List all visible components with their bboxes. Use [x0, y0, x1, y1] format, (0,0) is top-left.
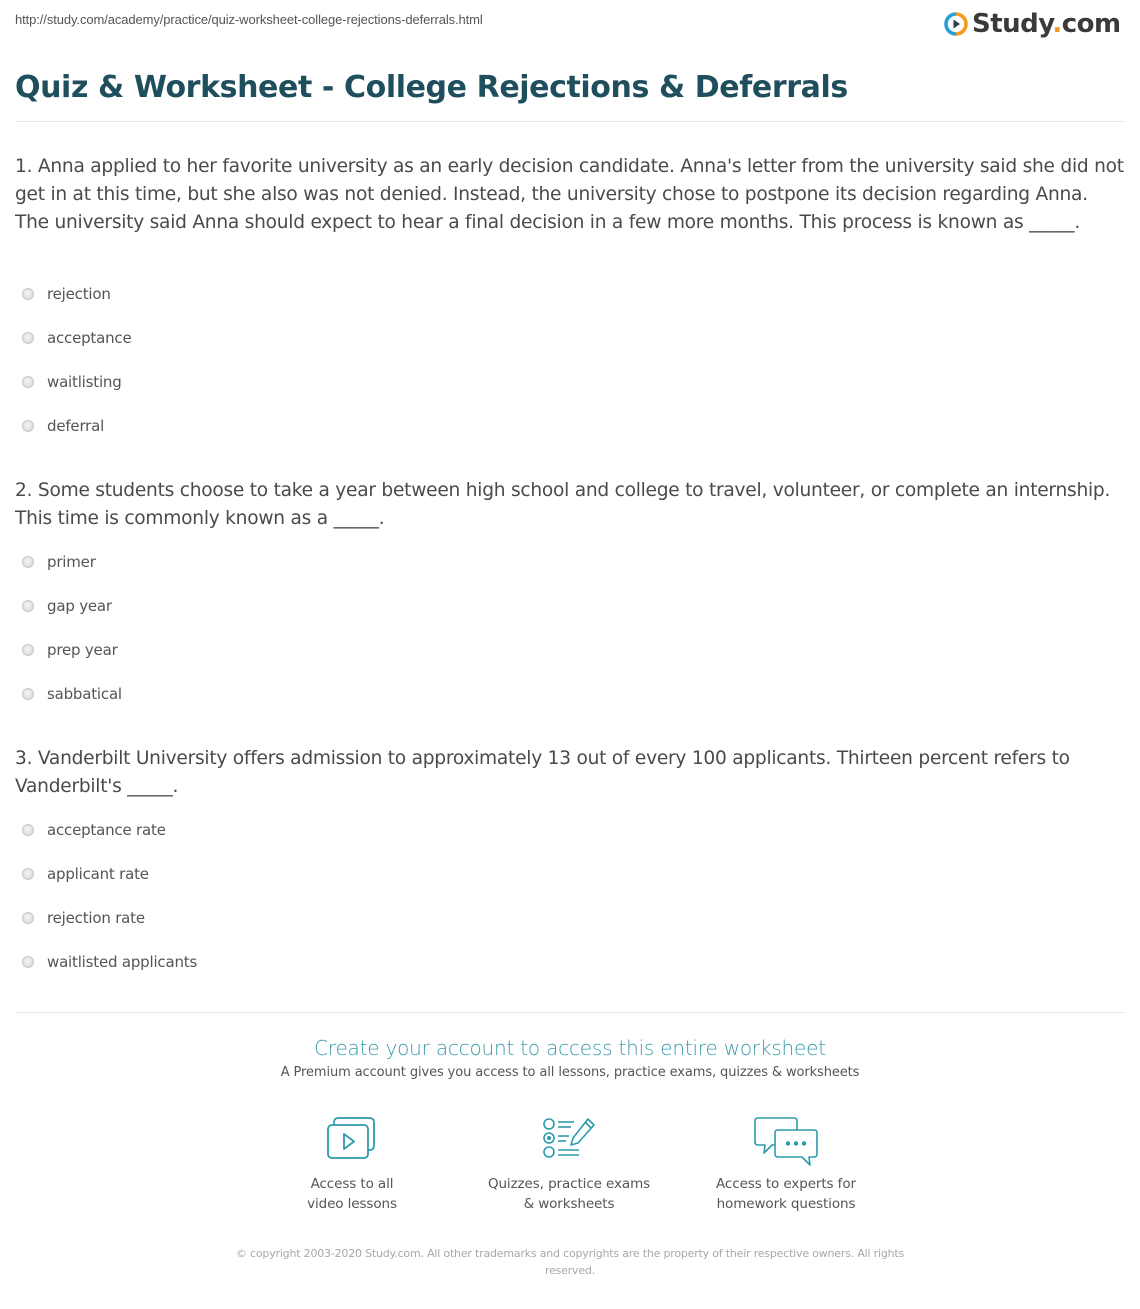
- radio-button[interactable]: [22, 644, 34, 656]
- cta-subtitle: A Premium account gives you access to all lessons, practice exams, quizzes & worksheets: [280, 1065, 860, 1080]
- feature-video-lessons: [252, 1116, 452, 1214]
- answer-option[interactable]: [22, 672, 122, 716]
- feature-experts: [686, 1116, 886, 1214]
- radio-button[interactable]: [22, 332, 34, 344]
- question-2-text: 2. Some students choose to take a year between high school and college to travel, volunteer, or complete an internship. This time is commonly known as a _____.: [15, 480, 1111, 529]
- radio-button[interactable]: [22, 288, 34, 300]
- answer-label: sabbatical: [47, 685, 122, 703]
- answer-option[interactable]: [22, 360, 132, 404]
- section-divider: [15, 1012, 1125, 1013]
- answer-option[interactable]: [22, 316, 132, 360]
- answer-label: acceptance: [47, 329, 132, 347]
- radio-button[interactable]: [22, 420, 34, 432]
- question-3-answers: [22, 808, 197, 984]
- study-logo[interactable]: [944, 6, 1121, 42]
- answer-label: gap year: [47, 597, 112, 615]
- answer-option[interactable]: [22, 896, 197, 940]
- chat-bubbles-icon: [754, 1116, 818, 1166]
- answer-label: rejection rate: [47, 909, 145, 927]
- answer-option[interactable]: [22, 852, 197, 896]
- radio-button[interactable]: [22, 688, 34, 700]
- page-url: http://study.com/academy/practice/quiz-worksheet-college-rejections-deferrals.html: [15, 12, 483, 27]
- question-3-text: 3. Vanderbilt University offers admission to approximately 13 out of every 100 applicants. Thirteen percent refers to Vanderbilt's _____.: [15, 748, 1070, 797]
- answer-label: acceptance rate: [47, 821, 166, 839]
- answer-option[interactable]: [22, 628, 122, 672]
- answer-label: primer: [47, 553, 96, 571]
- play-circle-logo-icon: [944, 12, 968, 36]
- answer-option[interactable]: [22, 404, 132, 448]
- answer-label: deferral: [47, 417, 105, 435]
- question-1-text: 1. Anna applied to her favorite university as an early decision candidate. Anna's letter from the university said she did not get in at this time, but she also was not denied. Instead, the university chose to postpone its decision regarding Anna. The university said Anna should expect to hear a final decision in a few more months. This process is known as _____.: [15, 156, 1124, 233]
- answer-label: waitlisting: [47, 373, 122, 391]
- answer-option[interactable]: [22, 272, 132, 316]
- page-title: Quiz & Worksheet - College Rejections & Deferrals: [15, 70, 848, 105]
- answer-option[interactable]: [22, 584, 122, 628]
- radio-button[interactable]: [22, 956, 34, 968]
- answer-label: applicant rate: [47, 865, 149, 883]
- answer-option[interactable]: [22, 540, 122, 584]
- radio-button[interactable]: [22, 824, 34, 836]
- radio-button[interactable]: [22, 912, 34, 924]
- feature-label: Quizzes, practice exams & worksheets: [487, 1176, 651, 1212]
- question-2-answers: [22, 540, 122, 716]
- quiz-checklist-icon: [541, 1116, 597, 1162]
- feature-label: Access to all video lessons: [307, 1176, 397, 1212]
- feature-label: Access to experts for homework questions: [716, 1176, 856, 1212]
- radio-button[interactable]: [22, 600, 34, 612]
- logo-text: Study.com: [972, 9, 1121, 39]
- radio-button[interactable]: [22, 556, 34, 568]
- radio-button[interactable]: [22, 376, 34, 388]
- answer-label: rejection: [47, 285, 111, 303]
- answer-option[interactable]: [22, 808, 197, 852]
- answer-label: waitlisted applicants: [47, 953, 198, 971]
- feature-quizzes: [469, 1116, 669, 1214]
- cta-title[interactable]: Create your account to access this entire worksheet: [314, 1036, 826, 1060]
- radio-button[interactable]: [22, 868, 34, 880]
- question-1-answers: [22, 272, 132, 448]
- copyright-footer: © copyright 2003-2020 Study.com. All other trademarks and copyrights are the property of their respective owners. All rights reserved.: [235, 1247, 905, 1277]
- title-divider: [15, 121, 1125, 122]
- answer-label: prep year: [47, 641, 118, 659]
- answer-option[interactable]: [22, 940, 197, 984]
- video-lessons-icon: [326, 1116, 378, 1162]
